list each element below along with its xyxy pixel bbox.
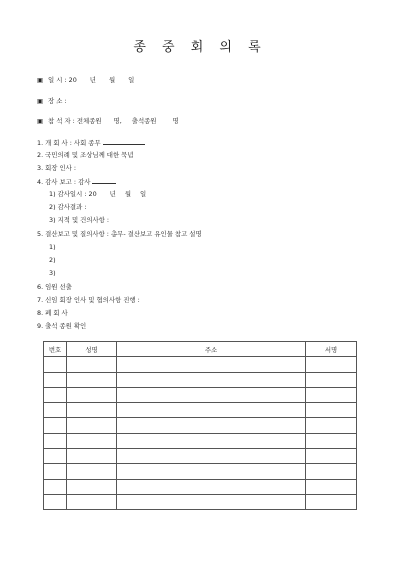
place-label: 장 소 : xyxy=(48,97,67,105)
agenda-item-8: 8. 폐 회 사 xyxy=(37,309,68,317)
header-signature: 서명 xyxy=(306,342,357,357)
number-cell[interactable] xyxy=(44,479,67,494)
address-cell[interactable] xyxy=(117,479,306,494)
blank-underline xyxy=(92,177,116,184)
signature-cell[interactable] xyxy=(306,418,357,433)
agenda-item-3: 3. 회장 인사 : xyxy=(37,164,77,172)
attendees-line xyxy=(37,117,179,125)
address-cell[interactable] xyxy=(117,357,306,372)
signature-cell[interactable] xyxy=(306,479,357,494)
agenda-item-4-sub-2: 2) 감사결과 : xyxy=(49,203,87,211)
header-number: 번호 xyxy=(44,342,67,357)
header-name: 성명 xyxy=(67,342,117,357)
address-cell[interactable] xyxy=(117,464,306,479)
number-cell[interactable] xyxy=(44,357,67,372)
agenda-item-5-sub-1: 1) xyxy=(49,243,56,251)
name-cell[interactable] xyxy=(67,464,117,479)
signature-cell[interactable] xyxy=(306,403,357,418)
day-unit: 일 xyxy=(128,76,135,84)
year-unit: 년 xyxy=(89,76,96,84)
table-header-row xyxy=(44,342,357,357)
address-cell[interactable] xyxy=(117,403,306,418)
signature-cell[interactable] xyxy=(306,494,357,509)
square-bullet-icon: ▣ xyxy=(37,97,44,105)
agenda-item-4-sub-1: 1) 감사일시 : 20 년 월 일 xyxy=(49,190,147,198)
number-cell[interactable] xyxy=(44,464,67,479)
agenda-item-5-sub-3: 3) xyxy=(49,269,56,277)
table-row xyxy=(44,464,357,479)
name-cell[interactable] xyxy=(67,479,117,494)
number-cell[interactable] xyxy=(44,418,67,433)
name-cell[interactable] xyxy=(67,449,117,464)
agenda-item-5-sub-2: 2) xyxy=(49,256,56,264)
table-row xyxy=(44,418,357,433)
agenda-item-1: 1. 개 회 사 : 사회 종무 xyxy=(37,138,145,147)
table-row xyxy=(44,403,357,418)
address-cell[interactable] xyxy=(117,372,306,387)
date-label: 일 시 : 20 xyxy=(48,76,77,84)
agenda-item-6: 6. 임원 선출 xyxy=(37,283,72,291)
agenda-item-2: 2. 국민의례 및 조상님께 대한 묵념 xyxy=(37,151,134,159)
signature-cell[interactable] xyxy=(306,387,357,402)
name-cell[interactable] xyxy=(67,387,117,402)
signature-cell[interactable] xyxy=(306,372,357,387)
agenda-item-7: 7. 신임 회장 인사 및 협의사항 진행 : xyxy=(37,296,140,304)
agenda-item-4: 4. 감사 보고 : 감사 xyxy=(37,177,116,186)
month-unit: 월 xyxy=(108,76,116,84)
number-cell[interactable] xyxy=(44,494,67,509)
agenda-item-9: 9. 출석 종원 확인 xyxy=(37,322,87,330)
place-line xyxy=(37,97,67,105)
name-cell[interactable] xyxy=(67,433,117,448)
name-cell[interactable] xyxy=(67,403,117,418)
total-unit: 명, xyxy=(113,117,122,125)
address-cell[interactable] xyxy=(117,494,306,509)
attendance-table xyxy=(43,341,357,510)
table-row xyxy=(44,433,357,448)
signature-cell[interactable] xyxy=(306,357,357,372)
agenda-item-4-sub-3: 3) 지적 및 건의사항 : xyxy=(49,216,110,224)
number-cell[interactable] xyxy=(44,387,67,402)
table-row xyxy=(44,357,357,372)
address-cell[interactable] xyxy=(117,433,306,448)
table-row xyxy=(44,494,357,509)
address-cell[interactable] xyxy=(117,449,306,464)
table-row xyxy=(44,387,357,402)
signature-cell[interactable] xyxy=(306,464,357,479)
signature-cell[interactable] xyxy=(306,433,357,448)
present-label: 출석종원 xyxy=(131,117,157,125)
number-cell[interactable] xyxy=(44,372,67,387)
table-row xyxy=(44,479,357,494)
square-bullet-icon: ▣ xyxy=(37,117,44,125)
name-cell[interactable] xyxy=(67,418,117,433)
agenda-item-5: 5. 결산보고 및 질의사항 : 총무- 결산보고 유인물 참고 설명 xyxy=(37,230,202,238)
table-row xyxy=(44,449,357,464)
address-cell[interactable] xyxy=(117,418,306,433)
square-bullet-icon: ▣ xyxy=(37,76,44,84)
header-address: 주소 xyxy=(117,342,306,357)
signature-cell[interactable] xyxy=(306,449,357,464)
address-cell[interactable] xyxy=(117,387,306,402)
name-cell[interactable] xyxy=(67,494,117,509)
present-unit: 명 xyxy=(172,117,179,125)
number-cell[interactable] xyxy=(44,449,67,464)
document-title: 종 중 회 의 록 xyxy=(133,40,267,55)
name-cell[interactable] xyxy=(67,372,117,387)
number-cell[interactable] xyxy=(44,403,67,418)
date-line xyxy=(37,76,134,84)
table-row xyxy=(44,372,357,387)
blank-underline xyxy=(103,138,145,145)
attendees-label: 참 석 자 : 전체종원 xyxy=(48,117,102,125)
name-cell[interactable] xyxy=(67,357,117,372)
number-cell[interactable] xyxy=(44,433,67,448)
